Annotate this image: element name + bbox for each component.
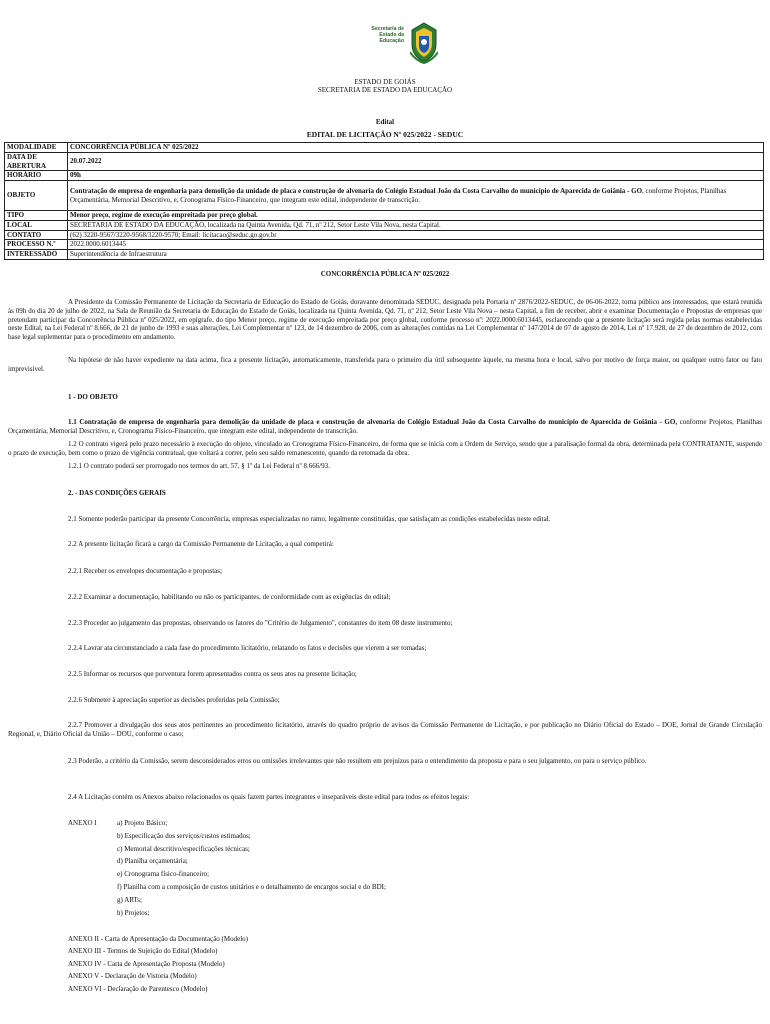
tender-info-table — [4, 142, 764, 260]
row-value: 09h — [68, 171, 764, 181]
state-name: ESTADO DE GOIÁS — [354, 78, 416, 86]
section-2-title: 2. - DAS CONDIÇÕES GERAIS — [68, 489, 166, 497]
annex-item: ANEXO VI - Declaração de Parentesco (Modelo) — [68, 985, 208, 993]
row-value: Menor preço, regime de execução empreitada por preço global. — [68, 211, 764, 221]
row-value: 2022.0000.6013445 — [68, 240, 764, 250]
row-value: (62) 3220-9567/3220-9568/3220-9570; Email: licitacao@seduc.go.gov.br — [68, 230, 764, 240]
annex-1-item: e) Cronograma físico-financeiro; — [117, 870, 210, 878]
row-key: OBJETO — [5, 181, 68, 211]
intro-paragraph: A Presidente da Comissão Permanente de Licitação da Secretaria de Educação do Estado de Goiás, doravante denominada SEDUC, designada pela Portaria nº 2876/2022-SEDUC, de 06-06-2022, torna público aos interessados, que estará reunida às 09h do dia 20 de julho de 2022, na Sala de Reunião da Secretaria de Educação do Estado de Goiás, localizada na Quinta Avenida, Qd. 71, nº 212, Setor Leste Vila Nova – nesta Capital, a fim de receber, abrir e examinar Documentação e Propostas de empresas que pretendam participar da Concorrência Pública nº 025/2022, em epígrafe, do tipo Menor preço, regime de execução empreitada por preço global, conforme processo nº: 2022.0000.6013445, esclarecendo que a presente licitação será regida pelas normas estabelecidas neste Edital, na Lei Federal nº 8.666, de 21 de junho de 1993 e suas alterações, Lei Complementar nº 123, de 14 dezembro de 2006, com as alterações contidas na Lei Complementar nº 147/2014 de 07 de agosto de 2014, Lei nº 17.928, de 27 de dezembro de 2012, com base legal suplementar para o procedimento em andamento. — [8, 298, 762, 341]
secretariat-name: SECRETARIA DE ESTADO DA EDUCAÇÃO — [317, 86, 453, 94]
item-1-1-text: conforme Projetos, Planilhas Orçamentária, Memorial Descritivo, e, Cronograma Físico-Financeiro, que integram este edital, independente de transcrição. — [8, 418, 762, 435]
object-description: , conforme Projetos, Planilhas Orçamentária, Memorial Descritivo, e, Cronograma Físico-Financeiro, que integram este edital, independente de transcrição. — [70, 186, 727, 204]
item-2-1: 2.1 Somente poderão participar da presente Concorrência, empresas especializadas no ramo, legalmente constituídas, que satisfaçam as condições estabelecidas neste edital. — [68, 515, 551, 523]
table-row — [5, 143, 764, 153]
object-description-bold: Contratação de empresa de engenharia para demolição da unidade de placa e construção de alvenaria do Colégio Estadual João da Costa Carvalho do município de Aparecida de Goiânia - GO — [70, 186, 643, 195]
row-key: PROCESSO N.º — [5, 240, 68, 250]
table-row — [5, 230, 764, 240]
table-row — [5, 220, 764, 230]
document-kind: Edital — [375, 118, 395, 126]
table-row — [5, 181, 764, 211]
row-value: Superintendência de Infraestrutura — [68, 250, 764, 260]
table-row — [5, 211, 764, 221]
annex-item: ANEXO III - Termos de Sujeição do Edital (Modelo) — [68, 947, 218, 955]
item-2-2: 2.2 A presente licitação ficará a cargo da Comissão Permanente de Licitação, a qual competirá: — [68, 540, 334, 548]
item-2-4: 2.4 A Licitação contém os Anexos abaixo relacionados os quais fazem partes integrantes e inseparáveis deste edital para todos os efeitos legais: — [68, 793, 470, 801]
secretariat-logo-text — [340, 26, 404, 45]
annex-1-item: f) Planilha com a composição de custos unitários e o detalhamento de encargos social e do BDI; — [117, 883, 386, 891]
item-2-2-4: 2.2.4 Lavrar ata circunstanciado a cada fase do procedimento licitatório, relatando os fatos e decisões que vierem a ser tomadas; — [68, 644, 427, 652]
row-value: 20.07.2022 — [68, 152, 764, 171]
annex-item: ANEXO II - Carta de Apresentação da Documentação (Modelo) — [68, 935, 248, 943]
item-2-2-3: 2.2.3 Proceder ao julgamento das propostas, observando os fatores do "Critério de Julgamento", constantes do item 08 deste instrumento; — [68, 619, 453, 627]
goias-crest-icon — [410, 22, 438, 64]
annex-1-item: h) Projetos; — [117, 909, 150, 917]
row-value: SECRETARIA DE ESTADO DA EDUCAÇÃO, localizada na Quinta Avenida, Qd. 71, nº 212, Setor Leste Vila Nova, nesta Capital. — [68, 220, 764, 230]
row-key: HORÁRIO — [5, 171, 68, 181]
table-row — [5, 171, 764, 181]
item-2-3: 2.3 Poderão, a critério da Comissão, serem desconsiderados erros ou omissões irrelevantes que não resultem em prejuízos para o entendimento da proposta e para o seu julgamento, ou para o serviço público. — [68, 757, 647, 765]
item-2-2-6: 2.2.6 Submeter à apreciação superior as decisões proferidas pela Comissão; — [68, 696, 280, 704]
item-2-2-7: 2.2.7 Promover a divulgação dos seus atos pertinentes ao procedimento licitatório, através do quadro próprio de avisos da Comissão Permanente de Licitação, e por publicação no Diário Oficial do Estado – DOE, Jornal de Grande Circulação Regional, e, Diário Oficial da União – DOU, conforme o caso; — [8, 721, 762, 738]
document-title: EDITAL DE LICITAÇÃO Nº 025/2022 - SEDUC — [306, 130, 464, 139]
section-title: CONCORRÊNCIA PÚBLICA Nº 025/2022 — [320, 270, 450, 278]
annex-1-item: g) ARTs; — [117, 896, 142, 904]
row-key: INTERESSADO — [5, 250, 68, 260]
row-value: CONCORRÊNCIA PÚBLICA Nº 025/2022 — [68, 143, 764, 153]
item-2-2-5: 2.2.5 Informar os recursos que porventura forem apresentados contra os seus atos na presente licitação; — [68, 670, 357, 678]
item-2-2-1: 2.2.1 Receber os envelopes documentação e propostas; — [68, 567, 222, 575]
row-key: DATA DE ABERTURA — [5, 152, 68, 171]
row-key: TIPO — [5, 211, 68, 221]
annex-1-item: b) Especificação dos serviços/custos estimados; — [117, 832, 251, 840]
row-key: CONTATO — [5, 230, 68, 240]
item-1-2-1: 1.2.1 O contrato poderá ser prorrogado nos termos do art. 57, § 1º da Lei Federal nº 8.666/93. — [68, 462, 330, 470]
item-1-2: 1.2 O contrato vigerá pelo prazo necessário à execução do objeto, vinculado ao Cronograma Físico-Financeiro, de forma que se inicia com a Ordem de Serviço, sendo que a paralisação formal da obra, determinada pela CONTRATANTE, suspende o prazo de execução, bem como o prazo de vigência contratual, que voltará a correr, pelo seu saldo remanescente, quando da retomada da obra. — [8, 440, 762, 457]
logo-line: Estado da — [379, 32, 404, 39]
item-1-1-bold: 1.1 Contratação de empresa de engenharia para demolição da unidade de placa e construção de alvenaria do Colégio Estadual João da Costa Carvalho do município de Aparecida de Goiânia - GO, — [68, 418, 678, 426]
holiday-paragraph: Na hipótese de não haver expediente na data acima, fica a presente licitação, automaticamente, transferida para o primeiro dia útil subsequente àquele, na mesma hora e local, salvo por motivo de força maior, ou qualquer outro fator ou fato imprevisível. — [8, 356, 762, 373]
logo-line: Secretaria de — [371, 26, 404, 32]
table-row — [5, 240, 764, 250]
table-row — [5, 152, 764, 171]
row-key: LOCAL — [5, 220, 68, 230]
annex-1-item: d) Planilha orçamentária; — [117, 857, 188, 865]
annex-1-label: ANEXO I — [68, 819, 97, 827]
annex-item: ANEXO IV - Carta de Apresentação Proposta (Modelo) — [68, 960, 225, 968]
section-1-title: 1 - DO OBJETO — [68, 393, 118, 401]
annex-1-item: a) Projeto Básico; — [117, 819, 168, 827]
row-value — [68, 181, 764, 211]
row-key: MODALIDADE — [5, 143, 68, 153]
logo-line: Educação — [379, 38, 404, 45]
item-1-1 — [8, 418, 762, 436]
annex-1-item: c) Memorial descritivo/especificações técnicas; — [117, 845, 250, 853]
item-2-2-2: 2.2.2 Examinar a documentação, habilitando ou não os participantes, de conformidade com as exigências do edital; — [68, 593, 391, 601]
annex-item: ANEXO V - Declaração de Vistoria (Modelo) — [68, 972, 197, 980]
table-row — [5, 250, 764, 260]
